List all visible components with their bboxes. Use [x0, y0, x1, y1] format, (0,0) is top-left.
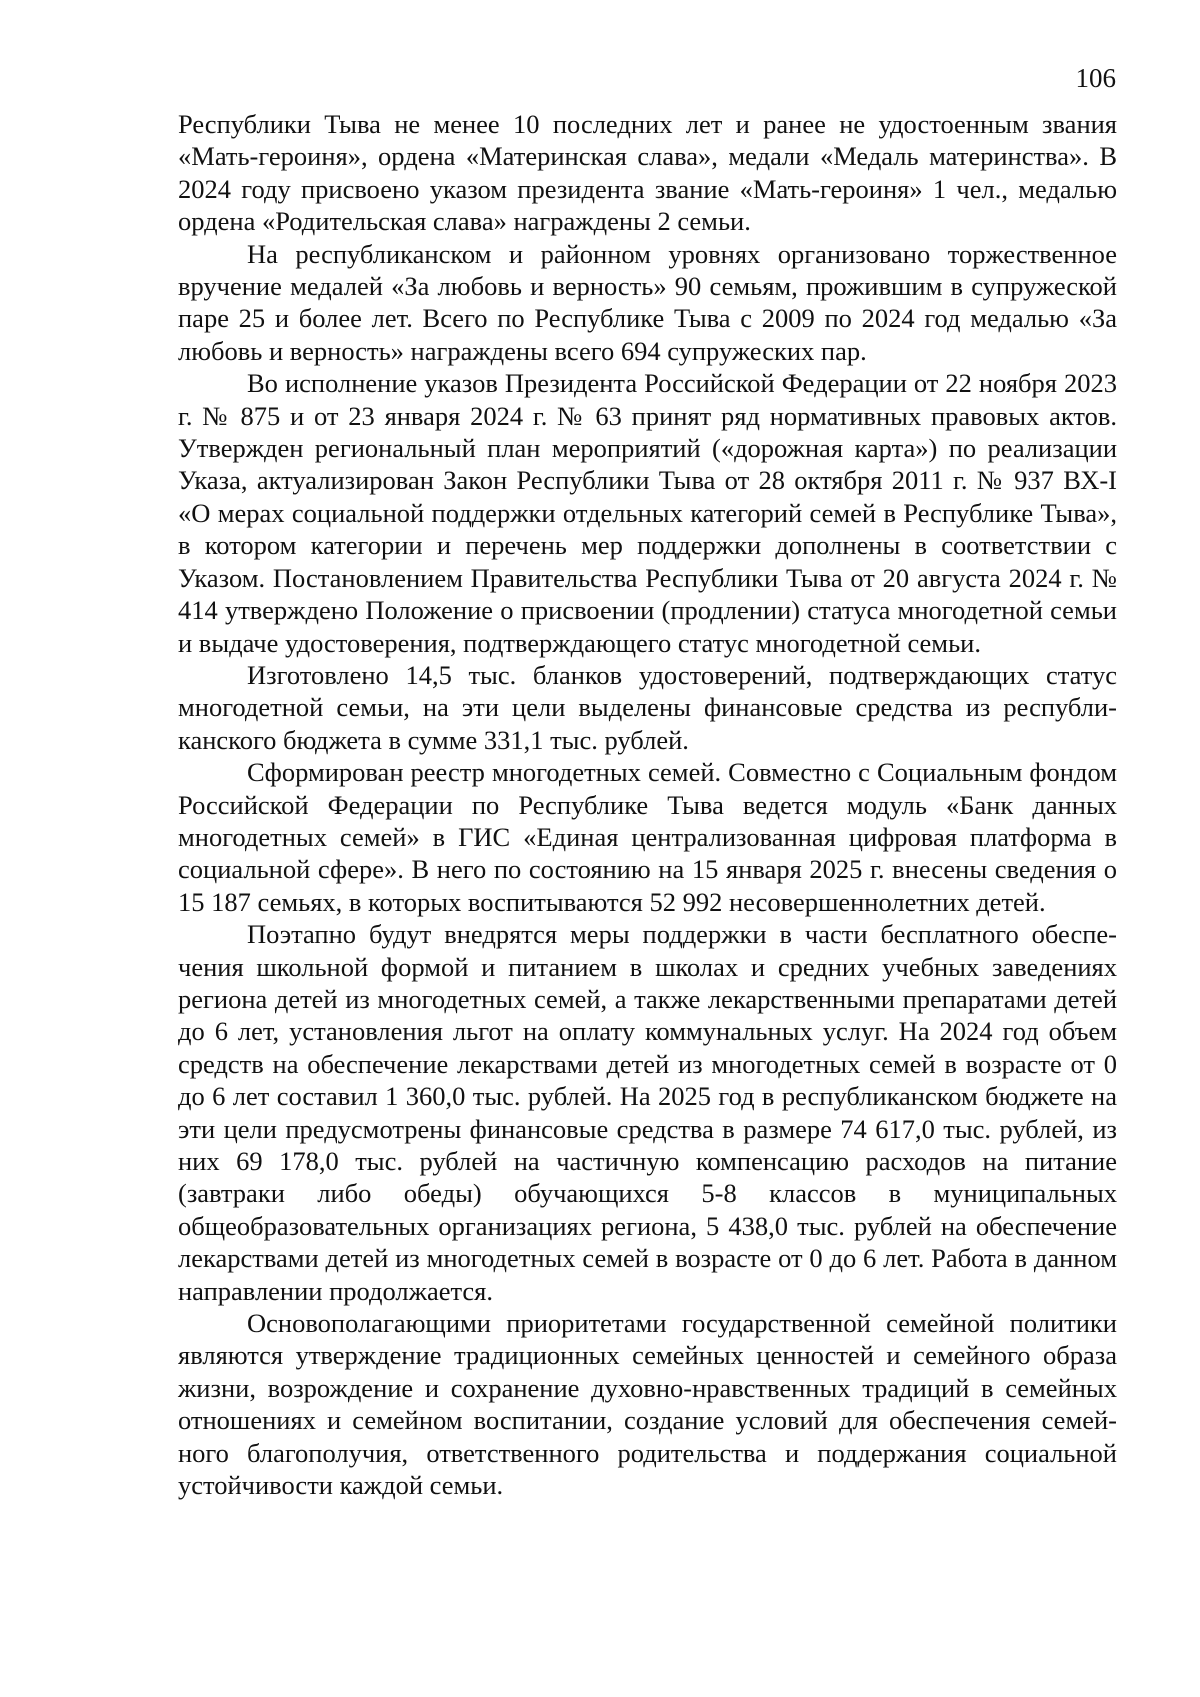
paragraph-family-policy-priorities: Основополагающими приоритетами государственной семейной политики являются утверждение традиционных семейных ценностей и семейного образа жизни, возрождение и сохранение духовно-нравственных традиций в семейных отношениях и семейном воспитании, создание условий для обеспечения семейного благополучия, ответственного родительства и поддержания социальной устойчивости каждой семьи.	[178, 1308, 1117, 1501]
page-number: 106	[1075, 63, 1116, 93]
paragraph-large-families-registry: Сформирован реестр многодетных семей. Совместно с Социальным фондом Российской Федерации по Республике Тыва ведется модуль «Банк данных многодетных семей» в ГИС «Единая централизованная цифровая платформа в социальной сфере». В него по состоянию на 15 января 2025 г. внесены сведения о 15 187 семьях, в которых воспитываются 52 992 несовершеннолетних детей.	[178, 757, 1117, 917]
paragraph-medals-love-fidelity: На республиканском и районном уровнях организовано торжественное вручение медалей «За любовь и верность» 90 семьям, прожившим в супружеской паре 25 и более лет. Всего по Республике Тыва с 2009 по 2024 год медалью «За любовь и верность» награждены всего 694 супружеских пар.	[178, 238, 1117, 366]
paragraph-certificate-forms: Изготовлено 14,5 тыс. бланков удостоверений, подтверждающих статус многодетной семьи, на эти цели выделены финансовые средства из республиканского бюджета в сумме 331,1 тыс. рублей.	[178, 659, 1117, 755]
paragraph-support-measures: Поэтапно будут внедрятся меры поддержки в части бесплатного обеспечения школьной формой и питанием в школах и средних учебных заведениях региона детей из многодетных семей, а также лекарственными препаратами детей до 6 лет, установления льгот на оплату коммунальных услуг. На 2024 год объем средств на обеспечение лекарствами детей из многодетных семей в возрасте от 0 до 6 лет составил 1 360,0 тыс. рублей. На 2025 год в республиканском бюджете на эти цели предусмотрены финансовые средства в размере 74 617,0 тыс. рублей, из них 69 178,0 тыс. рублей на частичную компенсацию расходов на питание (завтраки либо обеды) обучающихся 5-8 классов в муниципальных общеобразовательных организациях региона, 5 438,0 тыс. рублей на обеспечение лекарствами детей из многодетных семей в возрасте от 0 до 6 лет. Работа в данном направлении продолжается.	[178, 919, 1117, 1306]
paragraph-continuation: Республики Тыва не менее 10 последних лет и ранее не удостоенным звания «Мать-героиня», ордена «Материнская слава», медали «Медаль материнства». В 2024 году присвоено указом президента звание «Мать-героиня» 1 чел., медалью ордена «Родительская слава» награждены 2 семьи.	[178, 109, 1117, 237]
paragraph-presidential-decrees: Во исполнение указов Президента Российской Федерации от 22 ноября 2023 г. № 875 и от 23 января 2024 г. № 63 принят ряд нормативных правовых актов. Утвержден региональный план мероприятий («дорожная карта») по реализации Указа, актуализирован Закон Республики Тыва от 28 октября 2011 г. № 937 ВХ-I «О мерах социальной поддержки отдельных категорий семей в Республике Тыва», в котором категории и перечень мер поддержки дополнены в соответствии с Указом. Постановлением Правительства Республики Тыва от 20 августа 2024 г. № 414 утверждено Положение о присвоении (продлении) статуса многодетной семьи и выдаче удостоверения, подтверждающего статус многодетной семьи.	[178, 368, 1117, 658]
document-body	[178, 108, 1117, 1501]
